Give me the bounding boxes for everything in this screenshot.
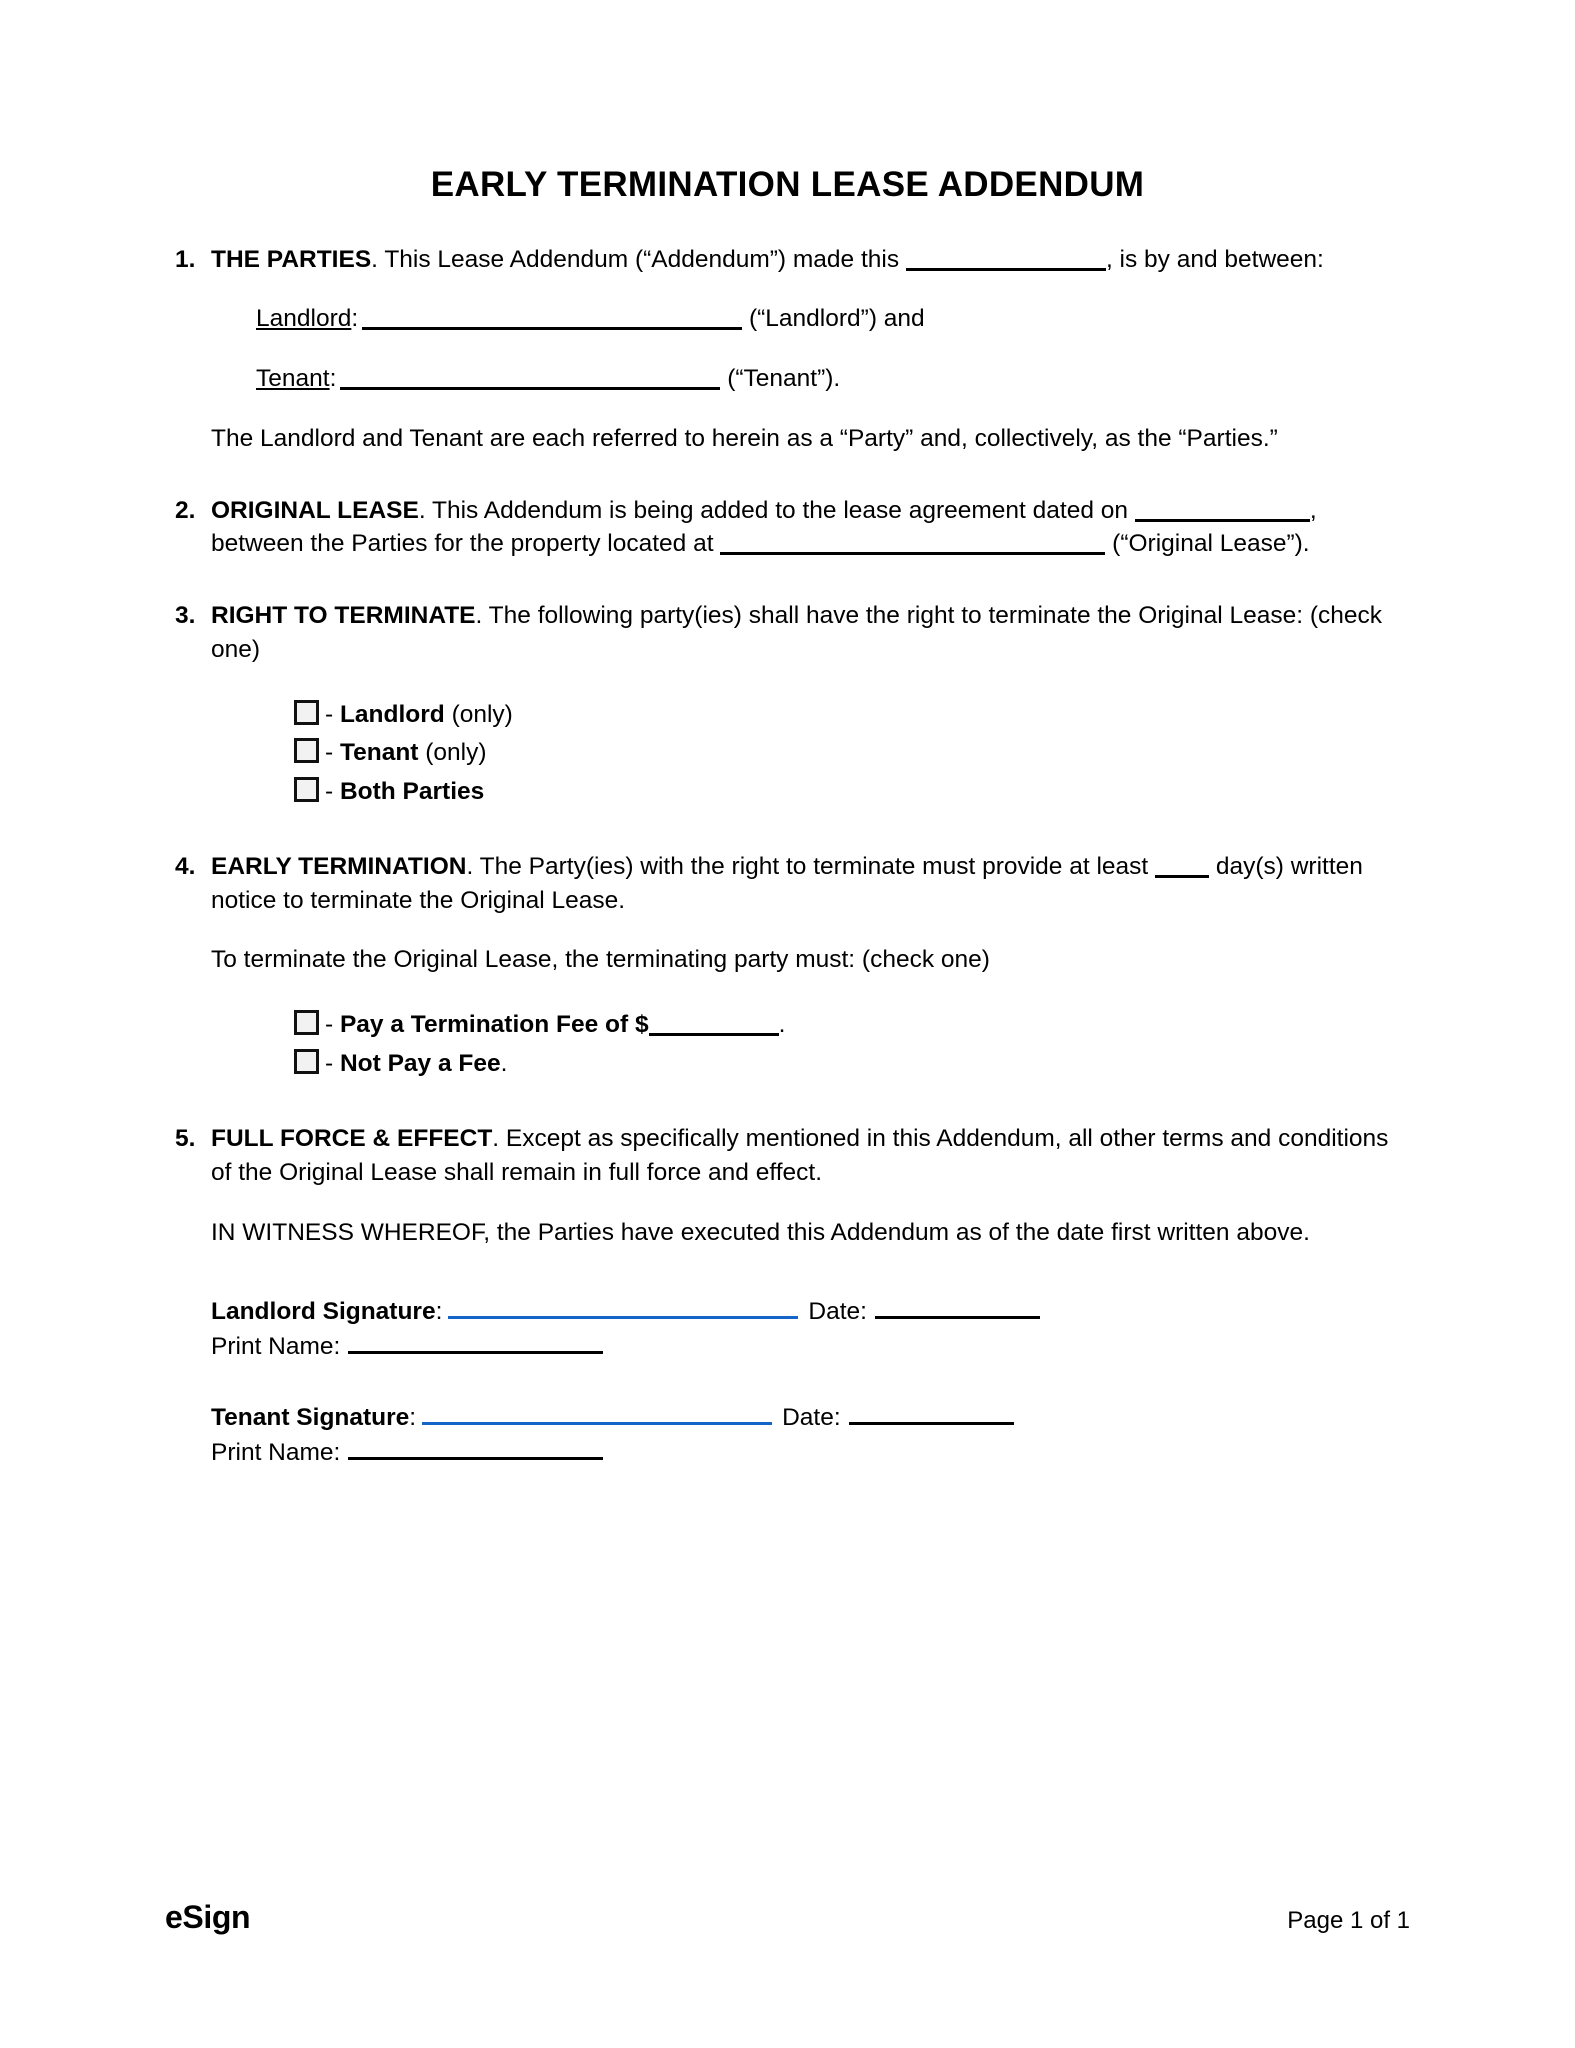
page-number: Page 1 of 1: [1287, 1907, 1410, 1934]
landlord-name-row: [256, 302, 1410, 336]
option-tenant-only[interactable]: [294, 735, 1410, 769]
section-body: [211, 243, 1410, 456]
option-label: [325, 699, 513, 731]
landlord-date-line[interactable]: [875, 1297, 1040, 1319]
landlord-signature-line[interactable]: [448, 1297, 798, 1319]
section-body: [211, 494, 1410, 562]
option-rest-text: (only): [418, 739, 487, 767]
signature-block: [211, 1295, 1410, 1470]
landlord-print-name-row: [211, 1330, 1410, 1365]
tenant-signature-label: Tenant Signature: [211, 1403, 410, 1431]
option-landlord-only[interactable]: [294, 697, 1410, 731]
option-rest-text: (only): [444, 700, 513, 728]
section1-heading: THE PARTIES: [211, 245, 372, 273]
option-dash: -: [325, 1011, 340, 1039]
original-lease-date-blank[interactable]: [1135, 498, 1310, 522]
section2-paragraph: [211, 494, 1410, 562]
checkbox-both-parties[interactable]: [294, 777, 319, 802]
section2-text-part2: , between the Parties for the property located at: [211, 496, 1317, 558]
option-bold-text: Pay a Termination Fee of $: [339, 1011, 649, 1039]
option-label: [325, 1048, 507, 1080]
option-dash: -: [325, 1049, 340, 1077]
landlord-name-blank[interactable]: [362, 306, 742, 330]
section3-paragraph: [211, 599, 1410, 667]
option-dash: -: [325, 777, 340, 805]
esign-logo: eSign: [165, 1899, 251, 1935]
landlord-print-name-line[interactable]: [348, 1332, 603, 1354]
right-to-terminate-options: [294, 697, 1410, 808]
tenant-colon: :: [329, 365, 337, 393]
section4-subparagraph: To terminate the Original Lease, the terminating party must: (check one): [211, 946, 990, 974]
option-bold-text: Landlord: [339, 700, 445, 728]
section5-text: . Except as specifically mentioned in this Addendum, all other terms and conditions of the Original Lease shall remain in full force and effect.: [211, 1124, 1389, 1186]
section4-text-part1: . The Party(ies) with the right to terminate must provide at least: [466, 852, 1156, 880]
termination-fee-amount-blank[interactable]: [649, 1012, 779, 1036]
notice-days-blank[interactable]: [1155, 854, 1209, 878]
section-right-to-terminate: [165, 599, 1410, 812]
section-body: [211, 599, 1410, 812]
landlord-signature-label: Landlord Signature: [211, 1298, 436, 1326]
option-bold-text: Tenant: [339, 739, 419, 767]
landlord-suffix: (“Landlord”) and: [748, 305, 925, 333]
section2-heading: ORIGINAL LEASE: [211, 496, 419, 524]
tenant-date-label: Date:: [782, 1403, 841, 1431]
parties-definition-paragraph: The Landlord and Tenant are each referred to herein as a “Party” and, collectively, as the “Parties.”: [211, 424, 1278, 452]
section-number: 1.: [175, 245, 196, 273]
tenant-signature-line[interactable]: [422, 1403, 772, 1425]
option-bold-text: Both Parties: [339, 777, 485, 805]
option-label: [325, 1009, 785, 1041]
option-rest-text: .: [500, 1049, 508, 1077]
page-title: EARLY TERMINATION LEASE ADDENDUM: [430, 165, 1145, 204]
tenant-suffix: (“Tenant”).: [727, 365, 841, 393]
tenant-print-name-line[interactable]: [348, 1438, 603, 1460]
section1-intro-paragraph: [211, 243, 1410, 277]
checkbox-tenant-only[interactable]: [294, 738, 319, 763]
property-address-blank[interactable]: [720, 531, 1105, 555]
tenant-date-line[interactable]: [849, 1403, 1014, 1425]
option-dash: -: [325, 700, 340, 728]
section5-paragraph: [211, 1122, 1410, 1190]
section-number: 5.: [175, 1124, 196, 1152]
section-number: 4.: [175, 852, 196, 880]
landlord-label: Landlord: [256, 305, 352, 333]
section1-text-before-blank: . This Lease Addendum (“Addendum”) made this: [371, 245, 906, 273]
option-label: [325, 776, 484, 808]
section3-heading: RIGHT TO TERMINATE: [211, 602, 476, 630]
landlord-signature-group: [211, 1295, 1410, 1365]
option-label: [325, 737, 487, 769]
section-number: 2.: [175, 496, 196, 524]
option-rest-text: .: [778, 1011, 786, 1039]
option-bold-text: Not Pay a Fee: [339, 1049, 501, 1077]
checkbox-landlord-only[interactable]: [294, 700, 319, 725]
tenant-signature-row: [211, 1401, 1410, 1436]
landlord-colon: :: [351, 305, 359, 333]
tenant-name-blank[interactable]: [340, 366, 720, 390]
section-full-force-effect: [165, 1122, 1410, 1507]
section-the-parties: [165, 243, 1410, 456]
section-body: [211, 850, 1410, 1084]
option-dash: -: [325, 739, 340, 767]
option-not-pay-fee[interactable]: [294, 1046, 1410, 1080]
tenant-label: Tenant: [256, 365, 330, 393]
witness-paragraph: IN WITNESS WHEREOF, the Parties have executed this Addendum as of the date first written above.: [211, 1218, 1310, 1246]
checkbox-not-pay-fee[interactable]: [294, 1049, 319, 1074]
option-pay-termination-fee[interactable]: [294, 1007, 1410, 1041]
landlord-signature-row: [211, 1295, 1410, 1330]
landlord-date-label: Date:: [808, 1298, 867, 1326]
section5-heading: FULL FORCE & EFFECT: [211, 1124, 493, 1152]
section3-text: . The following party(ies) shall have the right to terminate the Original Lease: (check one): [211, 602, 1382, 664]
section-original-lease: [165, 494, 1410, 562]
addendum-date-blank[interactable]: [906, 247, 1106, 271]
tenant-signature-group: [211, 1401, 1410, 1471]
section4-heading: EARLY TERMINATION: [211, 852, 467, 880]
section2-text-part1: . This Addendum is being added to the lease agreement dated on: [418, 496, 1135, 524]
tenant-print-name-row: [211, 1436, 1410, 1471]
section4-text-part2: day(s) written notice to terminate the Original Lease.: [211, 852, 1363, 914]
section-early-termination: [165, 850, 1410, 1084]
landlord-print-name-label: Print Name:: [211, 1333, 341, 1361]
checkbox-pay-termination-fee[interactable]: [294, 1010, 319, 1035]
tenant-signature-colon: :: [409, 1403, 417, 1431]
section4-paragraph: [211, 850, 1410, 918]
landlord-signature-colon: :: [435, 1298, 443, 1326]
page-footer: [165, 1899, 1410, 1936]
section1-text-after-blank: , is by and between:: [1105, 245, 1324, 273]
section-body: [211, 1122, 1410, 1507]
termination-fee-options: [294, 1007, 1410, 1080]
section-number: 3.: [175, 602, 196, 630]
option-both-parties[interactable]: [294, 774, 1410, 808]
tenant-name-row: [256, 362, 1410, 396]
section2-text-part3: (“Original Lease”).: [1105, 530, 1310, 558]
tenant-print-name-label: Print Name:: [211, 1438, 341, 1466]
